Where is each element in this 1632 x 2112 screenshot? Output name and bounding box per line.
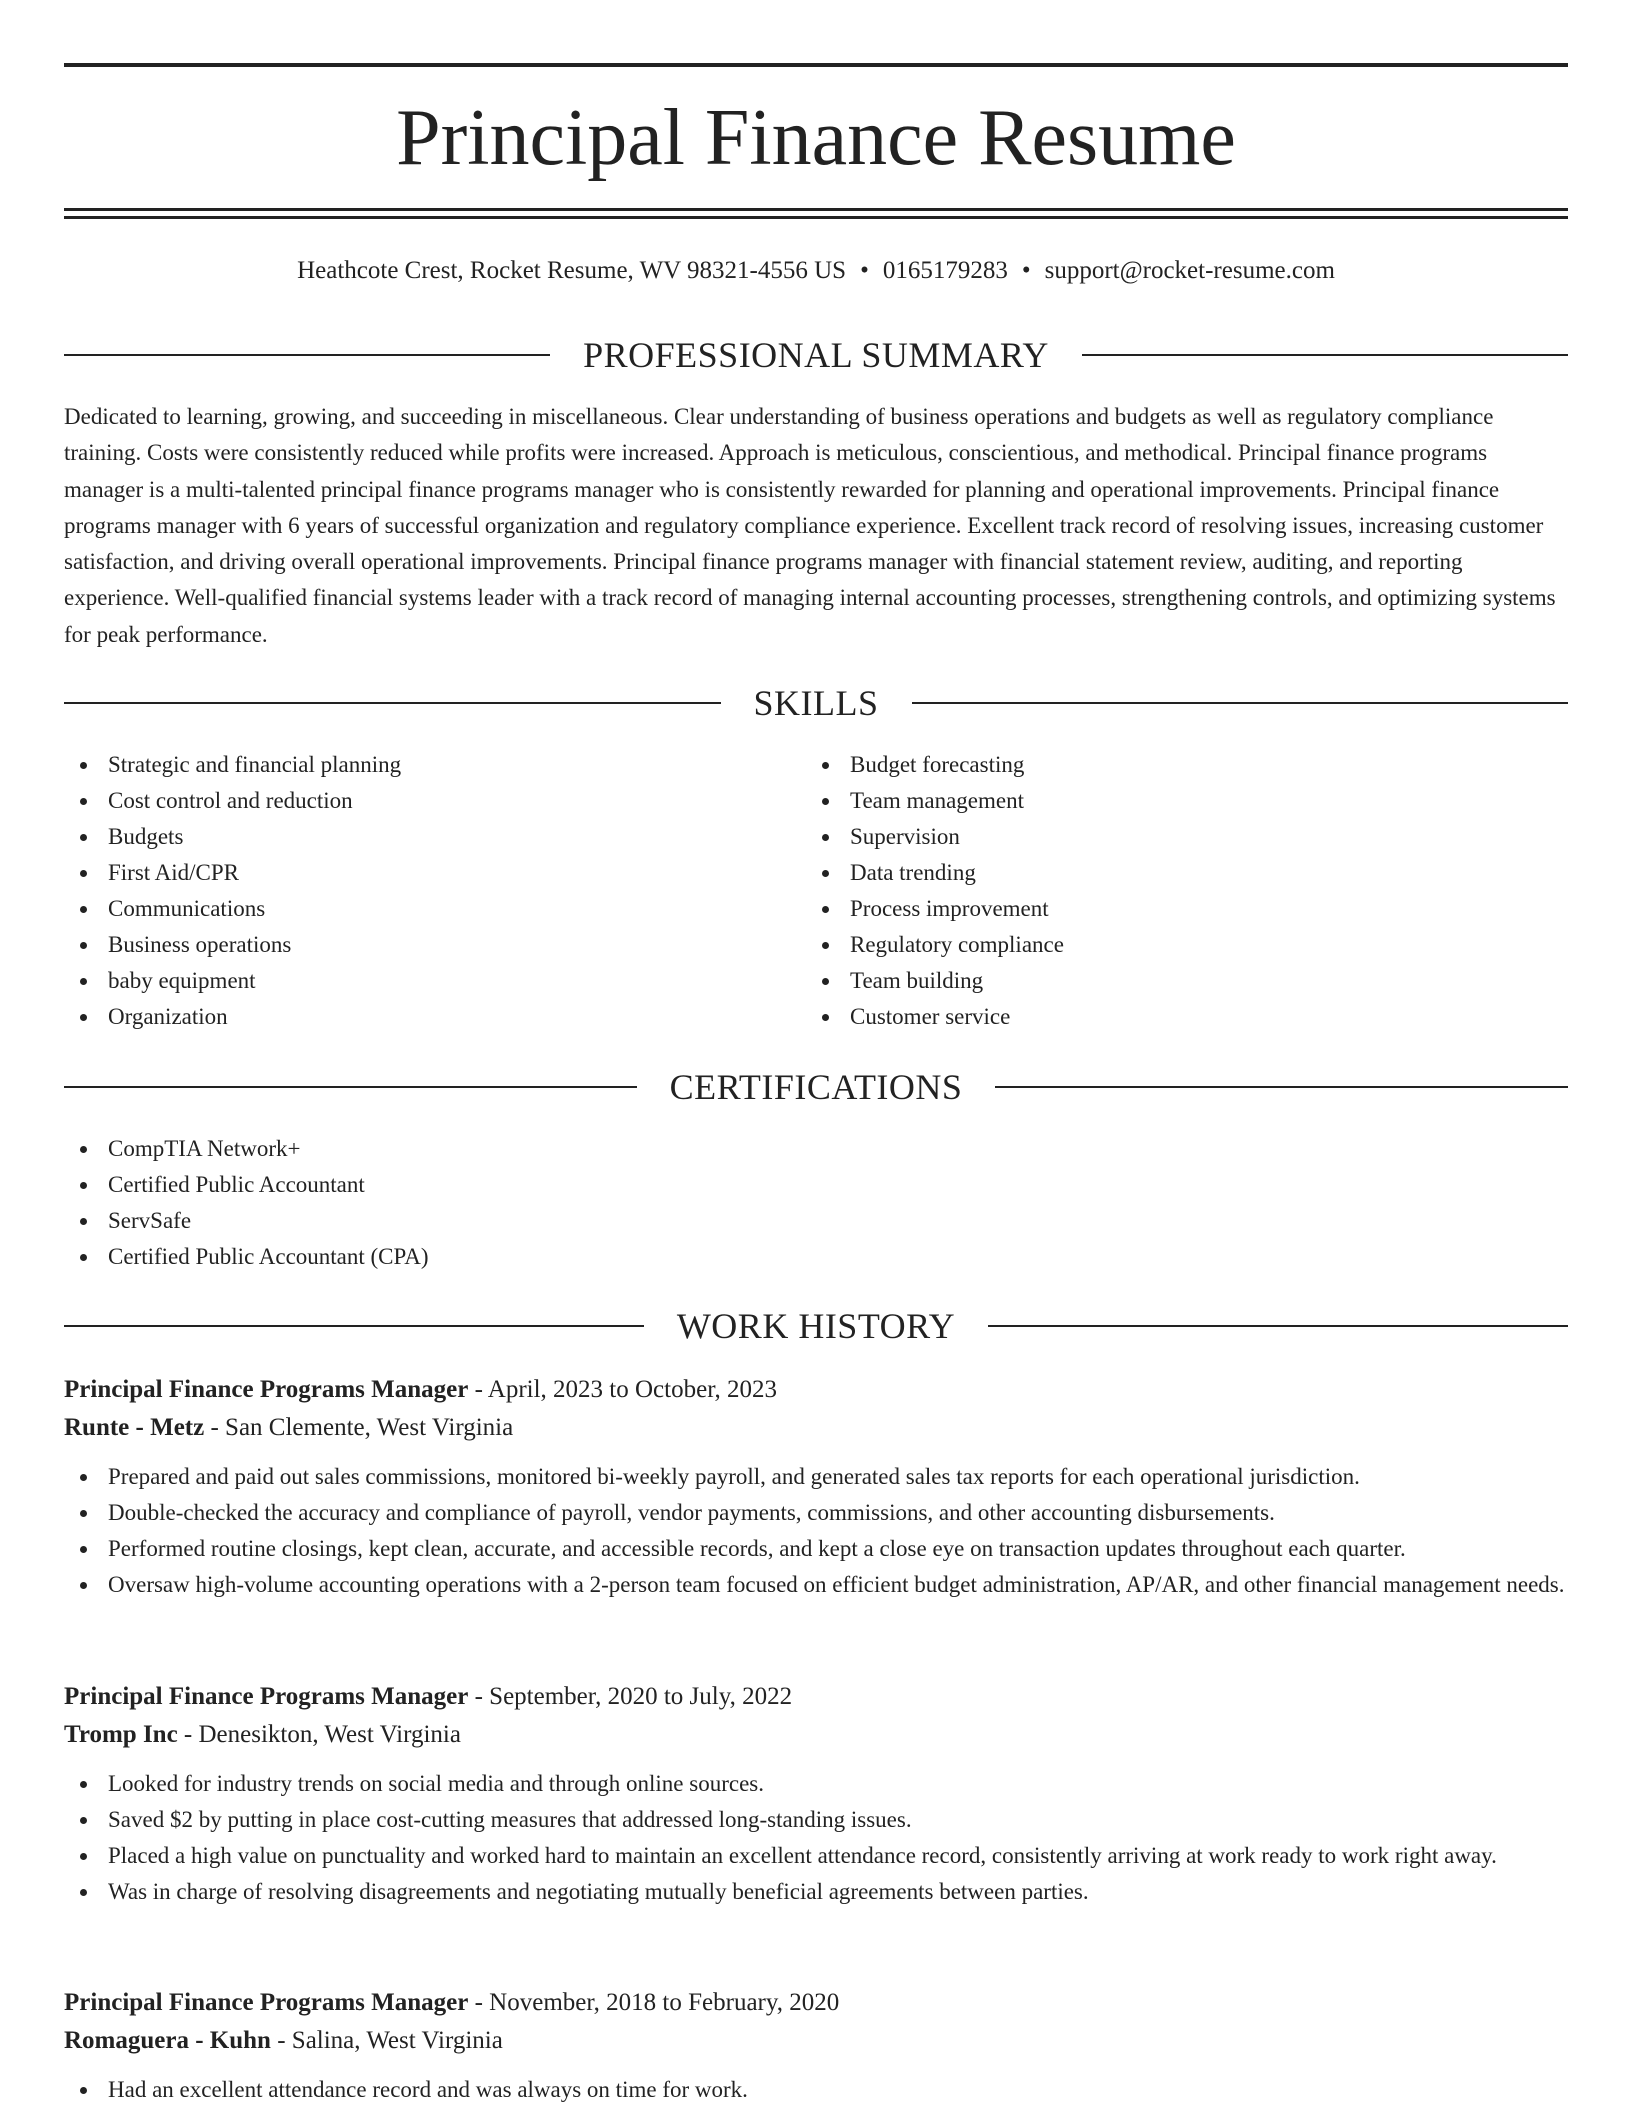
work-history-heading xyxy=(64,1304,1568,1348)
skill-item: Budget forecasting xyxy=(806,747,1506,783)
resume-title: Principal Finance Resume xyxy=(396,94,1236,182)
contact-email: support@rocket-resume.com xyxy=(1044,257,1335,284)
heading-rule-left xyxy=(64,702,721,704)
job-duty: Saved $2 by putting in place cost-cutting measures that addressed long-standing issues. xyxy=(64,1802,1568,1838)
contact-phone: 0165179283 xyxy=(882,257,1008,284)
skills-column-right xyxy=(806,747,1506,1035)
summary-text: Dedicated to learning, growing, and succeeding in miscellaneous. Clear understanding of business operations and budgets as well as regulatory compliance training. Costs were consistently reduced while profits were increased. Approach is meticulous, conscientious, and methodical. Principal finance programs manager is a multi-talented principal finance programs manager who is consistently rewarded for planning and operational improvements. Principal finance programs manager with 6 years of successful organization and regulatory compliance experience. Excellent track record of resolving issues, increasing customer satisfaction, and driving overall operational improvements. Principal finance programs manager with financial statement review, auditing, and reporting experience. Well-qualified financial systems leader with a track record of managing internal accounting processes, strengthening controls, and optimizing systems for peak performance. xyxy=(64,404,1556,647)
heading-rule-right xyxy=(988,1325,1568,1327)
heading-rule-right xyxy=(1082,354,1568,356)
job-duty: Performed routine closings, kept clean, accurate, and accessible records, and kept a close eye on transaction updates throughout each quarter. xyxy=(64,1531,1568,1567)
certifications-list xyxy=(64,1131,1568,1275)
heading-rule-right xyxy=(995,1086,1568,1088)
skills-column-left xyxy=(64,747,764,1035)
job-company: Romaguera - Kuhn xyxy=(64,2027,271,2054)
job-duty: Had an excellent attendance record and was always on time for work. xyxy=(64,2072,1568,2108)
certification-item: Certified Public Accountant (CPA) xyxy=(64,1239,1568,1275)
job-entry xyxy=(64,1984,1568,2108)
job-title-line xyxy=(64,1984,1568,2022)
job-duty: Looked for industry trends on social media and through online sources. xyxy=(64,1766,1568,1802)
certification-item: ServSafe xyxy=(64,1203,1568,1239)
section-title: SKILLS xyxy=(753,683,879,723)
skill-item: Budgets xyxy=(64,819,764,855)
job-entry xyxy=(64,1371,1568,1603)
job-duty: Double-checked the accuracy and compliance of payroll, vendor payments, commissions, and other accounting disbursements. xyxy=(64,1495,1568,1531)
contact-separator: • xyxy=(860,257,869,284)
title-rule-lower xyxy=(64,216,1568,219)
skill-item: Customer service xyxy=(806,999,1506,1035)
contact-address: Heathcote Crest, Rocket Resume, WV 98321-4556 US xyxy=(297,257,847,284)
job-company-line xyxy=(64,2022,1568,2060)
skill-item: Team management xyxy=(806,783,1506,819)
heading-rule-right xyxy=(912,702,1569,704)
job-title: Principal Finance Programs Manager xyxy=(64,1989,469,2016)
job-company: Tromp Inc xyxy=(64,1721,178,1748)
job-location: - San Clemente, West Virginia xyxy=(210,1414,514,1441)
job-duty: Was in charge of resolving disagreements and negotiating mutually beneficial agreements between parties. xyxy=(64,1874,1568,1910)
skill-item: Strategic and financial planning xyxy=(64,747,764,783)
contact-line xyxy=(64,254,1568,288)
section-title: WORK HISTORY xyxy=(676,1306,956,1346)
skill-item: First Aid/CPR xyxy=(64,855,764,891)
summary-heading xyxy=(64,333,1568,377)
job-duty: Oversaw high-volume accounting operations with a 2-person team focused on efficient budget administration, AP/AR, and other financial management needs. xyxy=(64,1567,1568,1603)
job-dates: - November, 2018 to February, 2020 xyxy=(474,1989,840,2016)
top-rule xyxy=(64,63,1568,67)
job-title: Principal Finance Programs Manager xyxy=(64,1376,469,1403)
job-title-line xyxy=(64,1678,1568,1716)
job-title: Principal Finance Programs Manager xyxy=(64,1683,469,1710)
job-company: Runte - Metz xyxy=(64,1414,205,1441)
contact-separator: • xyxy=(1021,257,1031,284)
job-duty: Prepared and paid out sales commissions, monitored bi-weekly payroll, and generated sales tax reports for each operational jurisdiction. xyxy=(64,1459,1568,1495)
section-title: CERTIFICATIONS xyxy=(669,1067,963,1107)
skills-heading xyxy=(64,681,1568,725)
job-dates: - September, 2020 to July, 2022 xyxy=(474,1683,793,1710)
heading-rule-left xyxy=(64,1325,644,1327)
job-duty: Placed a high value on punctuality and worked hard to maintain an excellent attendance record, consistently arriving at work ready to work right away. xyxy=(64,1838,1568,1874)
job-company-line xyxy=(64,1409,1568,1447)
skill-item: Supervision xyxy=(806,819,1506,855)
skill-item: baby equipment xyxy=(64,963,764,999)
job-location: - Denesikton, West Virginia xyxy=(183,1721,461,1748)
job-duties xyxy=(64,2072,1568,2108)
job-title-line xyxy=(64,1371,1568,1409)
job-location: - Salina, West Virginia xyxy=(277,2027,503,2054)
job-duties xyxy=(64,1459,1568,1603)
skill-item: Cost control and reduction xyxy=(64,783,764,819)
heading-rule-left xyxy=(64,1086,637,1088)
skill-item: Business operations xyxy=(64,927,764,963)
section-title: PROFESSIONAL SUMMARY xyxy=(583,335,1049,375)
title-rule-upper xyxy=(64,208,1568,211)
certifications-heading xyxy=(64,1065,1568,1109)
skill-item: Process improvement xyxy=(806,891,1506,927)
job-entry xyxy=(64,1678,1568,1910)
job-dates: - April, 2023 to October, 2023 xyxy=(474,1376,778,1403)
skill-item: Data trending xyxy=(806,855,1506,891)
job-duties xyxy=(64,1766,1568,1910)
skill-item: Team building xyxy=(806,963,1506,999)
certification-item: Certified Public Accountant xyxy=(64,1167,1568,1203)
skill-item: Organization xyxy=(64,999,764,1035)
heading-rule-left xyxy=(64,354,550,356)
skill-item: Communications xyxy=(64,891,764,927)
skill-item: Regulatory compliance xyxy=(806,927,1506,963)
job-company-line xyxy=(64,1716,1568,1754)
certification-item: CompTIA Network+ xyxy=(64,1131,1568,1167)
